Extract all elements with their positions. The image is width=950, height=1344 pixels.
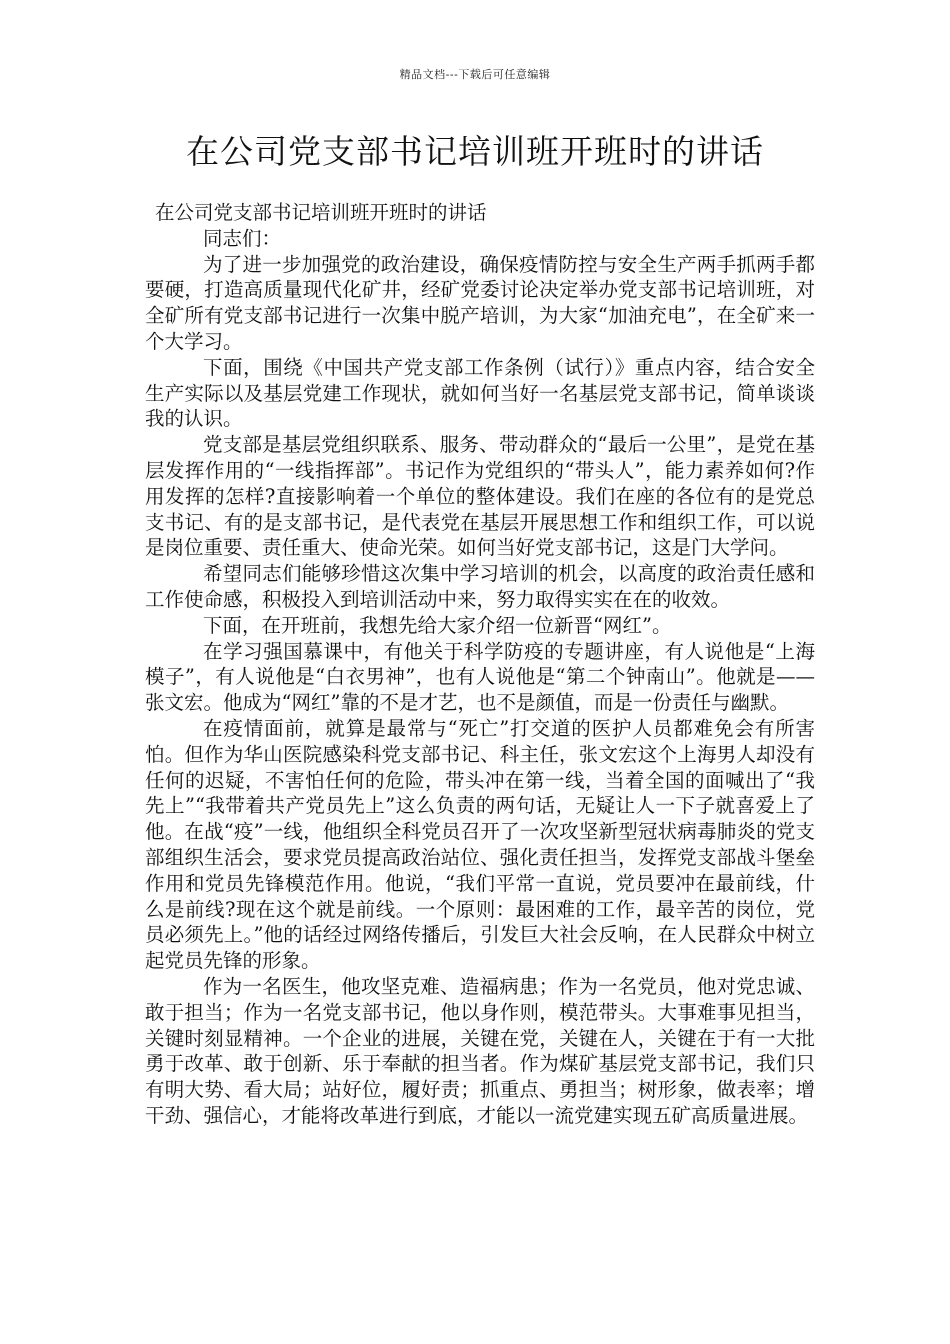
speech-subtitle: 在公司党支部书记培训班开班时的讲话: [155, 201, 487, 224]
document-body: [145, 200, 815, 1129]
paragraph-4: 希望同志们能够珍惜这次集中学习培训的机会，以高度的政治责任感和工作使命感，积极投入到培训活动中来，努力取得实实在在的收效。: [145, 562, 815, 611]
header-note: 精品文档---下载后可任意编辑: [399, 68, 551, 81]
greeting: 同志们：: [203, 226, 282, 250]
paragraph-5: 下面，在开班前，我想先给大家介绍一位新晋“网红”。: [203, 613, 672, 637]
paragraph-1: 为了进一步加强党的政治建设，确保疫情防控与安全生产两手抓两手都要硬，打造高质量现代化矿井，经矿党委讨论决定举办党支部书记培训班，对全矿所有党支部书记进行一次集中脱产培训，为大家“加油充电”，在全矿来一个大学习。: [145, 252, 815, 353]
paragraph-3: 党支部是基层党组织联系、服务、带动群众的“最后一公里”，是党在基层发挥作用的“一线指挥部”。书记作为党组织的“带头人”，能力素养如何?作用发挥的怎样?直接影响着一个单位的整体建设。我们在座的各位有的是党总支书记、有的是支部书记，是代表党在基层开展思想工作和组织工作，可以说是岗位重要、责任重大、使命光荣。如何当好党支部书记，这是门大学问。: [145, 433, 815, 560]
paragraph-8: 作为一名医生，他攻坚克难、造福病患；作为一名党员，他对党忠诚、敢于担当；作为一名党支部书记，他以身作则，模范带头。大事难事见担当，关键时刻显精神。一个企业的进展，关键在党，关键在人，关键在于有一大批勇于改革、敢于创新、乐于奉献的担当者。作为煤矿基层党支部书记，我们只有明大势、看大局；站好位，履好责；抓重点、勇担当；树形象，做表率；增干劲、强信心，才能将改革进行到底，才能以一流党建实现五矿高质量进展。: [145, 974, 815, 1127]
paragraph-2: 下面，围绕《中国共产党支部工作条例（试行）》重点内容，结合安全生产实际以及基层党建工作现状，就如何当好一名基层党支部书记，简单谈谈我的认识。: [145, 355, 815, 431]
paragraph-6: 在学习强国慕课中，有他关于科学防疫的专题讲座，有人说他是“上海模子”，有人说他是“白衣男神”，也有人说他是“第二个钟南山”。他就是——张文宏。他成为“网红”靠的不是才艺，也不是颜值，而是一份责任与幽默。: [145, 639, 815, 715]
document-title: 在公司党支部书记培训班开班时的讲话: [186, 132, 764, 171]
paragraph-7: 在疫情面前，就算是最常与“死亡”打交道的医护人员都难免会有所害怕。但作为华山医院感染科党支部书记、科主任，张文宏这个上海男人却没有任何的迟疑，不害怕任何的危险，带头冲在第一线，当着全国的面喊出了“我先上”“我带着共产党员先上”这么负责的两句话，无疑让人一下子就喜爱上了他。在战“疫”一线，他组织全科党员召开了一次攻坚新型冠状病毒肺炎的党支部组织生活会，要求党员提高政治站位、强化责任担当，发挥党支部战斗堡垒作用和党员先锋模范作用。他说，“我们平常一直说，党员要冲在最前线，什么是前线?现在这个就是前线。一个原则：最困难的工作，最辛苦的岗位，党员必须先上。”他的话经过网络传播后，引发巨大社会反响，在人民群众中树立起党员先锋的形象。: [145, 716, 815, 973]
